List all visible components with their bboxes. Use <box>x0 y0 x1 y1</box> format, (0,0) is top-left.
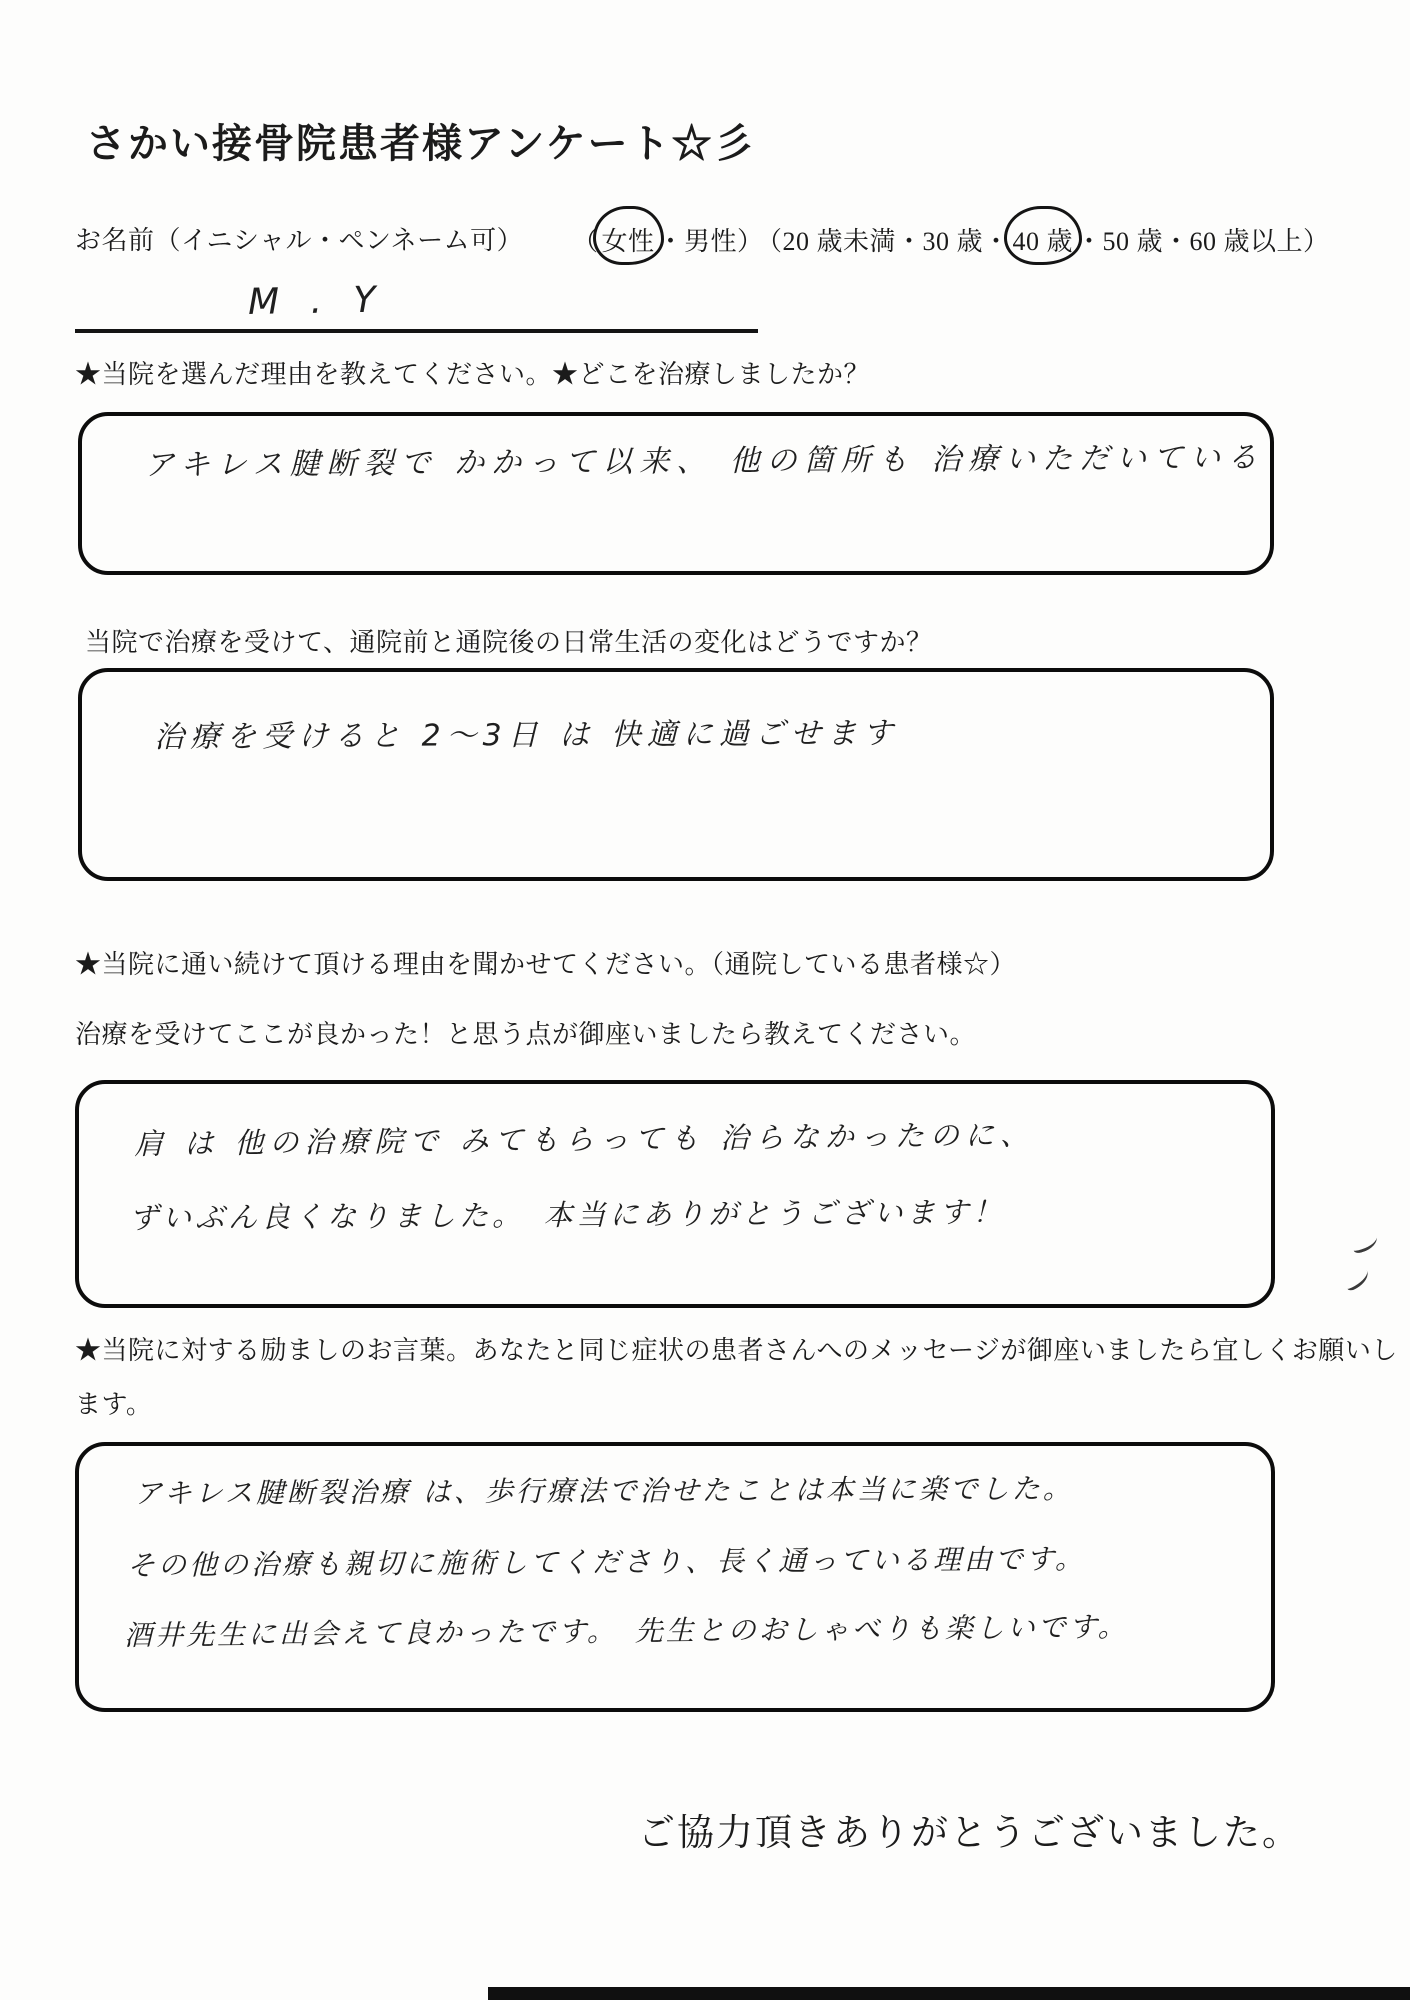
question-3-line2: 治療を受けてここが良かった！と思う点が御座いましたら教えてください。 <box>75 1020 977 1049</box>
answer-box-2 <box>78 668 1274 881</box>
scan-artifact-bottom-bar <box>488 1987 1410 2000</box>
name-label: お名前（イニシャル・ペンネーム可） <box>75 226 524 255</box>
age-options <box>756 220 1330 258</box>
question-3-line1: ★当院に通い続けて頂ける理由を聞かせてください。（通院している患者様☆） <box>75 950 1017 979</box>
age-40-option-circled: 40 歳 <box>1004 206 1083 265</box>
age-options-left: （20 歳未満・30 歳・ <box>756 227 1010 256</box>
handwritten-answer-2: 治療を受けると 2〜3日 は 快適に過ごせます <box>153 716 899 755</box>
handwritten-answer-3-line2: ずいぶん良くなりました。 本当にありがとうございます！ <box>128 1194 1006 1235</box>
question-2: 当院で治療を受けて、通院前と通院後の日常生活の変化はどうですか？ <box>85 628 933 657</box>
footer-thanks: ご協力頂きありがとうございました。 <box>638 1813 1301 1854</box>
handwritten-answer-4-line2: その他の治療も親切に施術してくださり、長く通っている理由です。 <box>126 1542 1086 1582</box>
handwritten-name: M . Y <box>247 279 386 323</box>
answer-box-4 <box>75 1442 1275 1712</box>
handwritten-answer-4-line3: 酒井先生に出会えて良かったです。 先生とのおしゃべりも楽しいです。 <box>123 1610 1129 1652</box>
question-4-line1: ★当院に対する励ましのお言葉。あなたと同じ症状の患者さんへのメッセージが御座いましたら宜しくお願いし <box>75 1336 1398 1365</box>
answer-box-1 <box>78 412 1274 575</box>
question-1: ★当院を選んだ理由を教えてください。★どこを治療しましたか？ <box>75 360 871 389</box>
stray-pen-mark <box>1342 1267 1372 1293</box>
female-option-circled: 女性 <box>593 206 664 265</box>
handwritten-answer-4-line1: アキレス腱断裂治療 は、歩行療法で治せたことは本当に楽でした。 <box>133 1472 1074 1510</box>
handwritten-answer-3-line1: 肩 は 他の治療院で みてもらっても 治らなかったのに、 <box>133 1117 1036 1161</box>
handwritten-answer-1: アキレス腱断裂で かかって以来、 他の箇所も 治療いただいている <box>143 440 1265 483</box>
question-4-line2: ます。 <box>75 1390 153 1419</box>
stray-pen-mark <box>1350 1232 1379 1254</box>
name-underline <box>75 329 758 333</box>
age-options-right: ・50 歳・60 歳以上） <box>1076 227 1330 256</box>
page-title: さかい接骨院患者様アンケート☆彡 <box>86 121 756 166</box>
gender-options <box>572 220 764 258</box>
answer-box-3 <box>75 1080 1275 1308</box>
male-option: ・男性） <box>657 227 764 256</box>
gender-paren-open: （ <box>572 227 599 256</box>
